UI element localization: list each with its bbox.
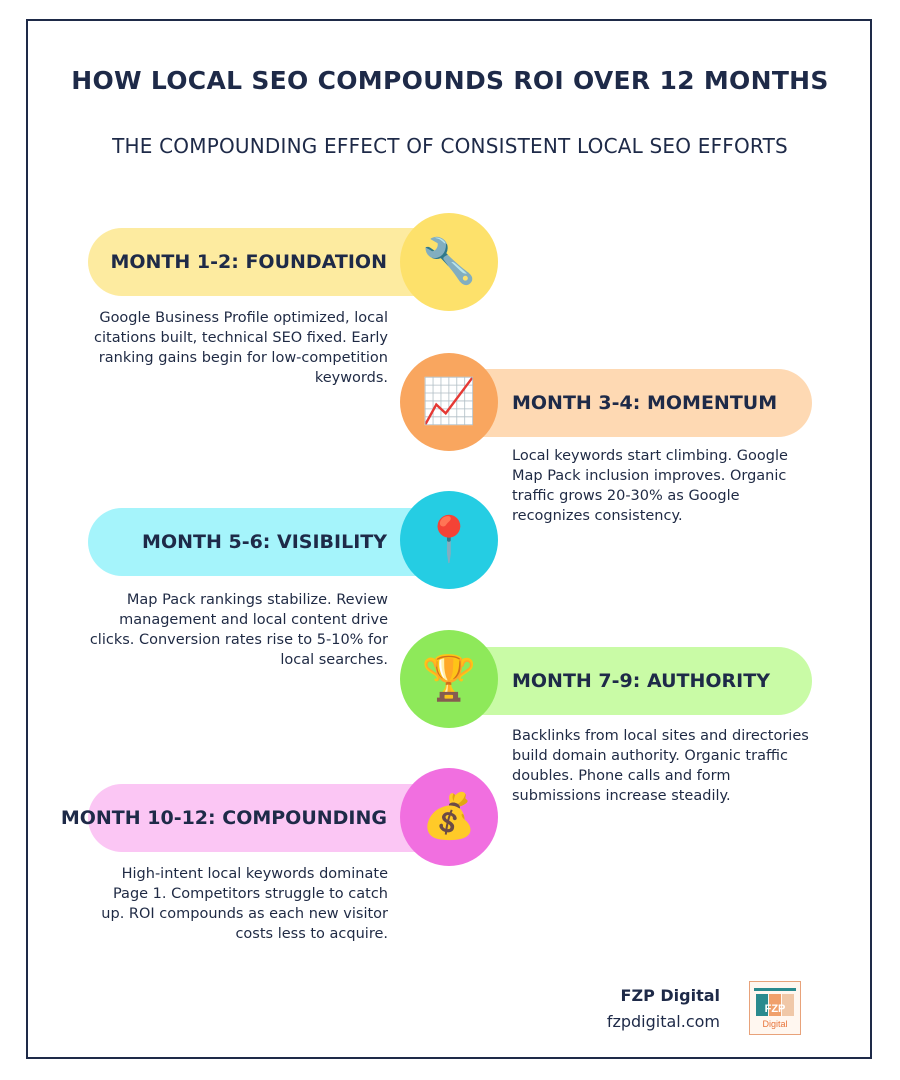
logo-subtext: Digital	[762, 1019, 788, 1029]
stage-description-compounding: High-intent local keywords dominate Page 1. Competitors struggle to catch up. ROI compounds as each new visitor costs less to acquire.	[101, 866, 388, 942]
brand-logo	[749, 981, 801, 1035]
logo-graphic	[750, 982, 800, 1034]
page-title: HOW LOCAL SEO COMPOUNDS ROI OVER 12 MONTHS	[71, 66, 829, 95]
stage-description-authority: Backlinks from local sites and directories build domain authority. Organic traffic doubles. Phone calls and form submissions increase steadily.	[512, 728, 809, 804]
stage-label-compounding: MONTH 10-12: COMPOUNDING	[88, 784, 460, 852]
stage-description-momentum: Local keywords start climbing. Google Map Pack inclusion improves. Organic traffic grows 20-30% as Google recognizes consistency.	[512, 448, 788, 524]
stage-description-foundation: Google Business Profile optimized, local citations built, technical SEO fixed. Early ranking gains begin for low-competition keywords.	[94, 310, 388, 386]
trophy-icon: 🏆	[400, 630, 498, 728]
wrench-icon: 🔧	[400, 213, 498, 311]
stage-description-visibility: Map Pack rankings stabilize. Review management and local content drive clicks. Conversion rates rise to 5-10% for local searches.	[89, 592, 388, 668]
stage-label-momentum: MONTH 3-4: MOMENTUM	[440, 369, 812, 437]
brand-url[interactable]: fzpdigital.com	[606, 1012, 720, 1031]
page-subtitle: THE COMPOUNDING EFFECT OF CONSISTENT LOCAL SEO EFFORTS	[112, 134, 788, 158]
chart-increasing-icon: 📈	[400, 353, 498, 451]
logo-text: FZP	[764, 1003, 786, 1015]
stage-label-visibility: MONTH 5-6: VISIBILITY	[88, 508, 460, 576]
map-pin-icon: 📍	[400, 491, 498, 589]
money-bag-icon: 💰	[400, 768, 498, 866]
stage-label-authority: MONTH 7-9: AUTHORITY	[440, 647, 812, 715]
brand-name: FZP Digital	[620, 986, 720, 1005]
stage-label-foundation: MONTH 1-2: FOUNDATION	[88, 228, 460, 296]
